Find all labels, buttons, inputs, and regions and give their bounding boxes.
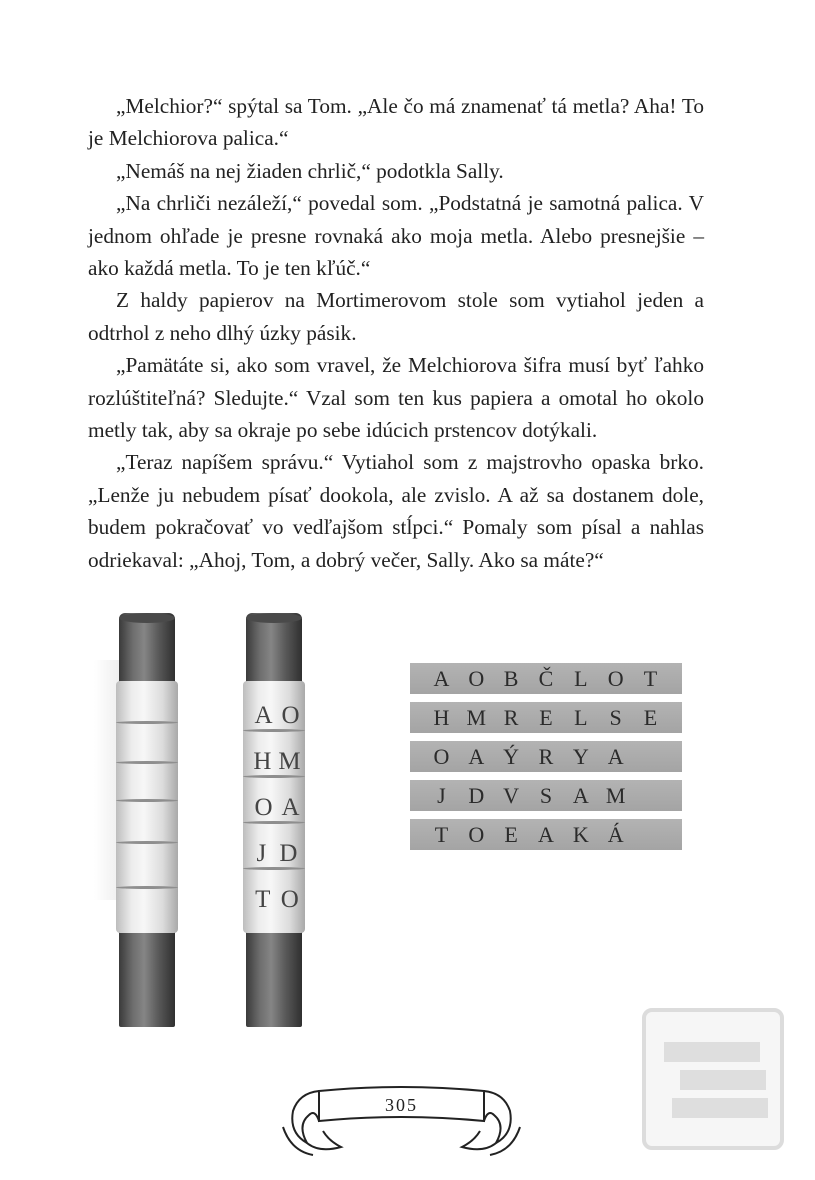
- strip-letter: O: [607, 665, 624, 691]
- cipher-strips: [410, 663, 682, 858]
- strip-letter: O: [468, 665, 485, 691]
- strip-letter: L: [574, 704, 588, 730]
- cipher-strip: [410, 702, 682, 733]
- strip-letter: A: [538, 821, 554, 847]
- stick-letter: T: [255, 886, 271, 913]
- strip-letter: M: [605, 782, 626, 808]
- strip-letter: R: [538, 743, 554, 769]
- stick-cipher-letters: [246, 693, 308, 923]
- strip-letter: K: [572, 821, 589, 847]
- strip-letter: A: [607, 743, 624, 769]
- stick-letter: O: [254, 794, 273, 821]
- strip-letter: E: [539, 704, 553, 730]
- paragraph: „Na chrliči nezáleží,“ povedal som. „Podstatná je samotná palica. V jednom ohľade je presne rovnaká ako moja metla. Alebo presnejšie – ako každá metla. To je ten kľúč.“: [88, 191, 704, 281]
- strip-letter: A: [572, 782, 589, 808]
- paragraph: „Pamätáte si, ako som vravel, že Melchiorova šifra musí byť ľahko rozlúštiteľná? Sledujte.“ Vzal som ten kus papiera a omotal ho okolo metly tak, aby sa okraje po sebe idúcich prstencov dotýkali.: [88, 353, 704, 443]
- cipher-strip: [410, 819, 682, 850]
- strip-letter: L: [574, 665, 588, 691]
- strip-letter: Á: [607, 821, 624, 847]
- strip-letter: Č: [538, 665, 554, 691]
- stick-letter: M: [278, 748, 301, 775]
- strip-letter: A: [468, 743, 485, 769]
- broom-stick-written: [246, 613, 302, 1027]
- paragraph: „Teraz napíšem správu.“ Vytiahol som z majstrovho opaska brko. „Lenže ju nebudem písať dookola, ale zvislo. A až sa dostanem dole, budem pokračovať vo vedľajšom stĺpci.“ Pomaly som písal a nahlas odriekaval: „Ahoj, Tom, a dobrý večer, Sally. Ako sa máte?“: [88, 450, 704, 572]
- strip-letter: S: [609, 704, 622, 730]
- strip-letter: Ý: [503, 743, 520, 769]
- cipher-strip: [410, 663, 682, 694]
- stick-letter: O: [281, 702, 300, 729]
- strip-letter: D: [468, 782, 485, 808]
- strip-letter: V: [503, 782, 520, 808]
- strip-letter: M: [466, 704, 487, 730]
- paragraph: Z haldy papierov na Mortimerovom stole som vytiahol jeden a odtrhol z neho dlhý úzky pásik.: [88, 288, 704, 345]
- scroll-ornament-icon: [279, 1081, 524, 1161]
- strip-letter: T: [643, 665, 658, 691]
- stick-letter: O: [280, 886, 299, 913]
- stick-letter: D: [279, 840, 298, 867]
- strip-letter: Y: [572, 743, 589, 769]
- stick-letter: A: [281, 794, 300, 821]
- strip-letter: H: [433, 704, 450, 730]
- cipher-strip: [410, 780, 682, 811]
- stick-letter: H: [253, 748, 272, 775]
- strip-letter: S: [539, 782, 553, 808]
- strip-letter: J: [437, 782, 446, 808]
- stick-letter: J: [256, 840, 267, 867]
- paper-wrap: [116, 681, 178, 933]
- strip-letter: B: [503, 665, 519, 691]
- page-number: 305: [385, 1095, 418, 1115]
- body-text: [88, 90, 704, 576]
- strip-letter: E: [504, 821, 518, 847]
- stick-letter: A: [254, 702, 273, 729]
- cipher-strip: [410, 741, 682, 772]
- strip-letter: O: [468, 821, 485, 847]
- strip-letter: E: [643, 704, 658, 730]
- paragraph: „Melchior?“ spýtal sa Tom. „Ale čo má znamenať tá metla? Aha! To je Melchiorova palica.“: [88, 94, 704, 151]
- broom-stick-wrapped: [119, 613, 175, 1027]
- strip-letter: A: [433, 665, 450, 691]
- paragraph: „Nemáš na nej žiaden chrlič,“ podotkla Sally.: [116, 158, 504, 183]
- books-logo-icon: [642, 1008, 784, 1150]
- strip-letter: T: [434, 821, 449, 847]
- strip-letter: R: [503, 704, 519, 730]
- page-number-scroll: [279, 1081, 524, 1161]
- strip-letter: O: [433, 743, 450, 769]
